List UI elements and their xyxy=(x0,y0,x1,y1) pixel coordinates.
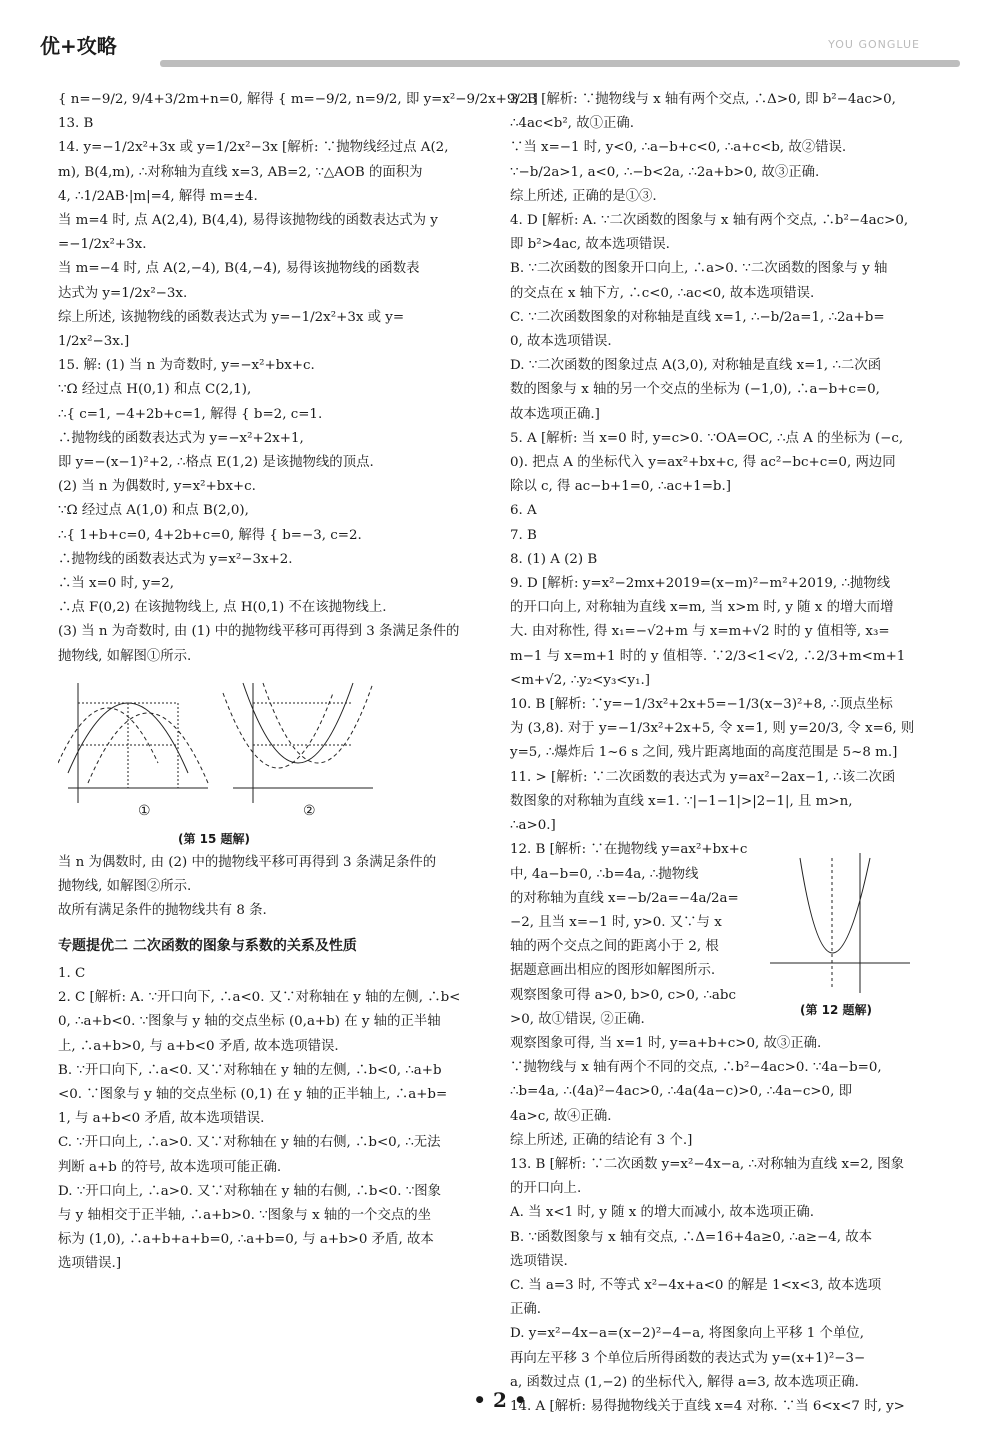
text-line: A. 当 x<1 时, y 随 x 的增大而减小, 故本选项正确. xyxy=(510,1205,815,1221)
figure-15-label-2: ② xyxy=(303,802,316,819)
text-line: a, 函数过点 (1,−2) 的坐标代入, 解得 a=3, 故本选项正确. xyxy=(510,1374,859,1390)
page-header xyxy=(40,30,930,78)
text-line: 综上所述, 正确的是①③. xyxy=(510,188,657,204)
text-line: ∵Ω 经过点 A(1,0) 和点 B(2,0), xyxy=(58,503,249,519)
text-line: 9. D [解析: y=x²−2mx+2019=(x−m)²−m²+2019, ∴抛物线 xyxy=(510,576,891,592)
text-line: 抛物线, 如解图①所示. xyxy=(58,648,192,664)
text-line: 当 n 为偶数时, 由 (2) 中的抛物线平移可再得到 3 条满足条件的 xyxy=(58,855,437,871)
text-line: 综上所述, 该抛物线的函数表达式为 y=−1/2x²+3x 或 y= xyxy=(58,309,405,325)
text-line: 1/2x²−3x.] xyxy=(58,334,130,350)
brand-text: YOU GONGLUE xyxy=(828,38,920,51)
right-text-block xyxy=(510,88,950,1419)
text-line: B. ∵函数图象与 x 轴有交点, ∴Δ=16+4a≥0, ∴a≥−4, 故本 xyxy=(510,1229,873,1245)
text-line: 13. B [解析: ∵二次函数 y=x²−4x−a, ∴对称轴为直线 x=2, 图象 xyxy=(510,1156,905,1172)
text-line: 12. B [解析: ∵在抛物线 y=ax²+bx+c xyxy=(510,842,748,858)
figure-15-plot-2 xyxy=(223,683,373,803)
text-line: ∴点 F(0,2) 在该抛物线上, 点 H(0,1) 不在该抛物线上. xyxy=(58,600,387,616)
text-line: 抛物线, 如解图②所示. xyxy=(58,879,192,895)
text-line: 故本选项正确.] xyxy=(510,406,600,422)
text-line: (3) 当 n 为奇数时, 由 (1) 中的抛物线平移可再得到 3 条满足条件的 xyxy=(58,624,460,640)
text-line: 5. A [解析: 当 x=0 时, y=c>0. ∵OA=OC, ∴点 A 的坐标为 (−c, xyxy=(510,430,904,446)
text-line: 0, ∴a+b<0. ∵图象与 y 轴的交点坐标 (0,a+b) 在 y 轴的正半轴 xyxy=(58,1014,441,1030)
text-line: 14. y=−1/2x²+3x 或 y=1/2x²−3x [解析: ∵抛物线经过点 A(2, xyxy=(58,140,449,156)
text-line: 13. B xyxy=(58,116,94,132)
text-line: C. ∵开口向上, ∴a>0. 又∵对称轴在 y 轴的右侧, ∴b<0, ∴无法 xyxy=(58,1135,441,1151)
text-line: >0, 故①错误, ②正确. xyxy=(510,1011,645,1027)
text-line: ∴抛物线的函数表达式为 y=−x²+2x+1, xyxy=(58,430,304,446)
text-line: B. ∵开口向下, ∴a<0. 又∵对称轴在 y 轴的左侧, ∴b<0, ∴a+b xyxy=(58,1062,442,1078)
text-line: ∵当 x=−1 时, y<0, ∴a−b+c<0, ∴a+c<b, 故②错误. xyxy=(510,140,847,156)
text-line: 的交点在 x 轴下方, ∴c<0, ∴ac<0, 故本选项错误. xyxy=(510,285,815,301)
text-line: 除以 c, 得 ac−b+1=0, ∴ac+1=b.] xyxy=(510,479,731,495)
text-line: D. ∵二次函数的图象过点 A(3,0), 对称轴是直线 x=1, ∴二次函 xyxy=(510,358,882,374)
text-line: 的开口向上. xyxy=(510,1181,582,1197)
text-line: 判断 a+b 的符号, 故本选项可能正确. xyxy=(58,1159,282,1175)
text-line: 数的图象与 x 轴的另一个交点的坐标为 (−1,0), ∴a−b+c=0, xyxy=(510,382,880,398)
text-line: ∴抛物线的函数表达式为 y=x²−3x+2. xyxy=(58,551,293,567)
text-line: 7. B xyxy=(510,527,537,543)
page-number: • 2 • xyxy=(473,1388,527,1412)
logo: 优+攻略 xyxy=(40,34,117,58)
left-section-text xyxy=(58,962,488,1277)
text-line: m), B(4,m), ∴对称轴为直线 x=3, AB=2, ∵△AOB 的面积为 xyxy=(58,164,423,180)
text-line: ∵−b/2a>1, a<0, ∴−b<2a, ∴2a+b>0, 故③正确. xyxy=(510,164,820,180)
text-line: 选项错误. xyxy=(510,1253,568,1269)
figure-15-caption: (第 15 题解) xyxy=(178,831,251,846)
text-line: ∴{ c=1, −4+2b+c=1, 解得 { b=2, c=1. xyxy=(58,406,323,422)
text-line: 上, ∴a+b>0, 与 a+b<0 矛盾, 故本选项错误. xyxy=(58,1038,339,1054)
text-line: 为 (3,8). 对于 y=−1/3x²+2x+5, 令 x=1, 则 y=20/3, 令 x=6, 则 xyxy=(510,721,915,737)
text-line: −2, 且当 x=−1 时, y>0. 又∵与 x xyxy=(510,914,722,930)
text-line: 4, ∴1/2AB·|m|=4, 解得 m=±4. xyxy=(58,188,258,204)
text-line: ∴当 x=0 时, y=2, xyxy=(58,576,175,592)
section-title: 专题提优二 二次函数的图象与系数的关系及性质 xyxy=(58,937,357,954)
text-line: C. ∵二次函数图象的对称轴是直线 x=1, ∴−b/2a=1, ∴2a+b= xyxy=(510,309,885,325)
text-line: 0). 把点 A 的坐标代入 y=ax²+bx+c, 得 ac²−bc+c=0, 两边同 xyxy=(510,455,896,471)
header-bar xyxy=(160,60,960,67)
text-line: 0, 故本选项错误. xyxy=(510,334,612,350)
text-line: 当 m=4 时, 点 A(2,4), B(4,4), 易得该抛物线的函数表达式为 y xyxy=(58,213,438,229)
text-line: 10. B [解析: ∵y=−1/3x²+2x+5=−1/3(x−3)²+8, ∴顶点坐标 xyxy=(510,697,893,713)
figure-12 xyxy=(770,848,910,998)
text-line: 据题意画出相应的图形如解图所示. xyxy=(510,963,716,979)
text-line: 4a>c, 故④正确. xyxy=(510,1108,612,1124)
text-line: y=5, ∴爆炸后 1~6 s 之间, 残片距离地面的高度范围是 5~8 m.] xyxy=(510,745,898,761)
text-line: C. 当 a=3 时, 不等式 x²−4x+a<0 的解是 1<x<3, 故本选项 xyxy=(510,1277,882,1293)
text-line: ∵Ω 经过点 H(0,1) 和点 C(2,1), xyxy=(58,382,252,398)
figure-12-caption: (第 12 题解) xyxy=(800,1003,873,1017)
text-line: 与 y 轴相交于正半轴, ∴a+b>0. ∵图象与 x 轴的一个交点的坐 xyxy=(58,1207,432,1223)
text-line: D. ∵开口向上, ∴a>0. 又∵对称轴在 y 轴的右侧, ∴b<0. ∵图象 xyxy=(58,1183,442,1199)
text-line: 3. B [解析: ∵抛物线与 x 轴有两个交点, ∴Δ>0, 即 b²−4ac>0, xyxy=(510,92,896,107)
text-line: 观察图象可得, 当 x=1 时, y=a+b+c>0, 故③正确. xyxy=(510,1035,822,1051)
text-line: 的对称轴为直线 x=−b/2a=−4a/2a= xyxy=(510,890,739,906)
figure-15 xyxy=(58,673,378,823)
text-line: B. ∵二次函数的图象开口向上, ∴a>0. ∵二次函数的图象与 y 轴 xyxy=(510,261,888,277)
text-line: 的开口向上, 对称轴为直线 x=m, 当 x>m 时, y 随 x 的增大而增 xyxy=(510,600,894,616)
text-line: 数图象的对称轴为直线 x=1. ∵|−1−1|>|2−1|, 且 m>n, xyxy=(510,793,853,809)
text-line: 大. 由对称性, 得 x₁=−√2+m 与 x=m+√2 时的 y 值相等, x₃= xyxy=(510,624,890,640)
text-line: m−1 与 x=m+1 时的 y 值相等. ∵2/3<1<√2, ∴2/3+m<m+1 xyxy=(510,648,906,664)
text-line: 2. C [解析: A. ∵开口向下, ∴a<0. 又∵对称轴在 y 轴的左侧, ∴b< xyxy=(58,990,461,1006)
text-line: 轴的两个交点之间的距离小于 2, 根 xyxy=(510,939,719,955)
text-line: { n=−9/2, 9/4+3/2m+n=0, 解得 { m=−9/2, n=9/2, 即 y=x²−9/2x+9/2.] xyxy=(58,92,538,107)
left-text-after-figure xyxy=(58,851,488,924)
text-line: ∴{ 1+b+c=0, 4+2b+c=0, 解得 { b=−3, c=2. xyxy=(58,527,362,543)
text-line: 综上所述, 正确的结论有 3 个.] xyxy=(510,1132,693,1148)
text-line: 当 m=−4 时, 点 A(2,−4), B(4,−4), 易得该抛物线的函数表 xyxy=(58,261,420,277)
text-line: ∴4ac<b², 故①正确. xyxy=(510,116,635,132)
text-line: ∴b=4a, ∴(4a)²−4ac>0, ∴4a(4a−c)>0, ∴4a−c>0, 即 xyxy=(510,1084,852,1100)
figure-15-plot-1 xyxy=(58,683,208,803)
text-line: 1, 与 a+b<0 矛盾, 故本选项错误. xyxy=(58,1111,265,1127)
text-line: 中, 4a−b=0, ∴b=4a, ∴抛物线 xyxy=(510,866,699,882)
text-line: 再向左平移 3 个单位后所得函数的表达式为 y=(x+1)²−3− xyxy=(510,1350,866,1366)
text-line: 4. D [解析: A. ∵二次函数的图象与 x 轴有两个交点, ∴b²−4ac>0, xyxy=(510,213,909,229)
text-line: =−1/2x²+3x. xyxy=(58,237,147,253)
text-line: 正确. xyxy=(510,1302,542,1318)
right-column xyxy=(510,88,950,1419)
text-line: 标为 (1,0), ∴a+b+a+b=0, ∴a+b=0, 与 a+b>0 矛盾, 故本 xyxy=(58,1232,434,1248)
text-line: ∵抛物线与 x 轴有两个不同的交点, ∴b²−4ac>0. ∵4a−b=0, xyxy=(510,1060,882,1076)
text-line: 14. A [解析: 易得抛物线关于直线 x=4 对称. ∵当 6<x<7 时, y> xyxy=(510,1398,905,1414)
text-line: <m+√2, ∴y₂<y₃<y₁.] xyxy=(510,672,650,688)
figure-15-label-1: ① xyxy=(138,802,151,819)
text-line: 故所有满足条件的抛物线共有 8 条. xyxy=(58,903,267,919)
text-line: 达式为 y=1/2x²−3x. xyxy=(58,285,188,301)
text-line: 即 y=−(x−1)²+2, ∴格点 E(1,2) 是该抛物线的顶点. xyxy=(58,455,374,471)
text-line: ∴a>0.] xyxy=(510,818,556,834)
text-line: <0. ∵图象与 y 轴的交点坐标 (0,1) 在 y 轴的正半轴上, ∴a+b= xyxy=(58,1086,448,1102)
text-line: (2) 当 n 为偶数时, y=x²+bx+c. xyxy=(58,479,256,495)
text-line: 选项错误.] xyxy=(58,1256,122,1272)
text-line: 即 b²>4ac, 故本选项错误. xyxy=(510,237,670,253)
text-line: 15. 解: (1) 当 n 为奇数时, y=−x²+bx+c. xyxy=(58,358,315,374)
text-line: D. y=x²−4x−a=(x−2)²−4−a, 将图象向上平移 1 个单位, xyxy=(510,1326,864,1342)
text-line: 11. > [解析: ∵二次函数的表达式为 y=ax²−2ax−1, ∴该二次函 xyxy=(510,769,896,785)
text-line: 6. A xyxy=(510,503,537,519)
text-line: 1. C xyxy=(58,965,86,981)
text-line: 8. (1) A (2) B xyxy=(510,551,598,567)
text-line: 观察图象可得 a>0, b>0, c>0, ∴abc xyxy=(510,987,736,1003)
